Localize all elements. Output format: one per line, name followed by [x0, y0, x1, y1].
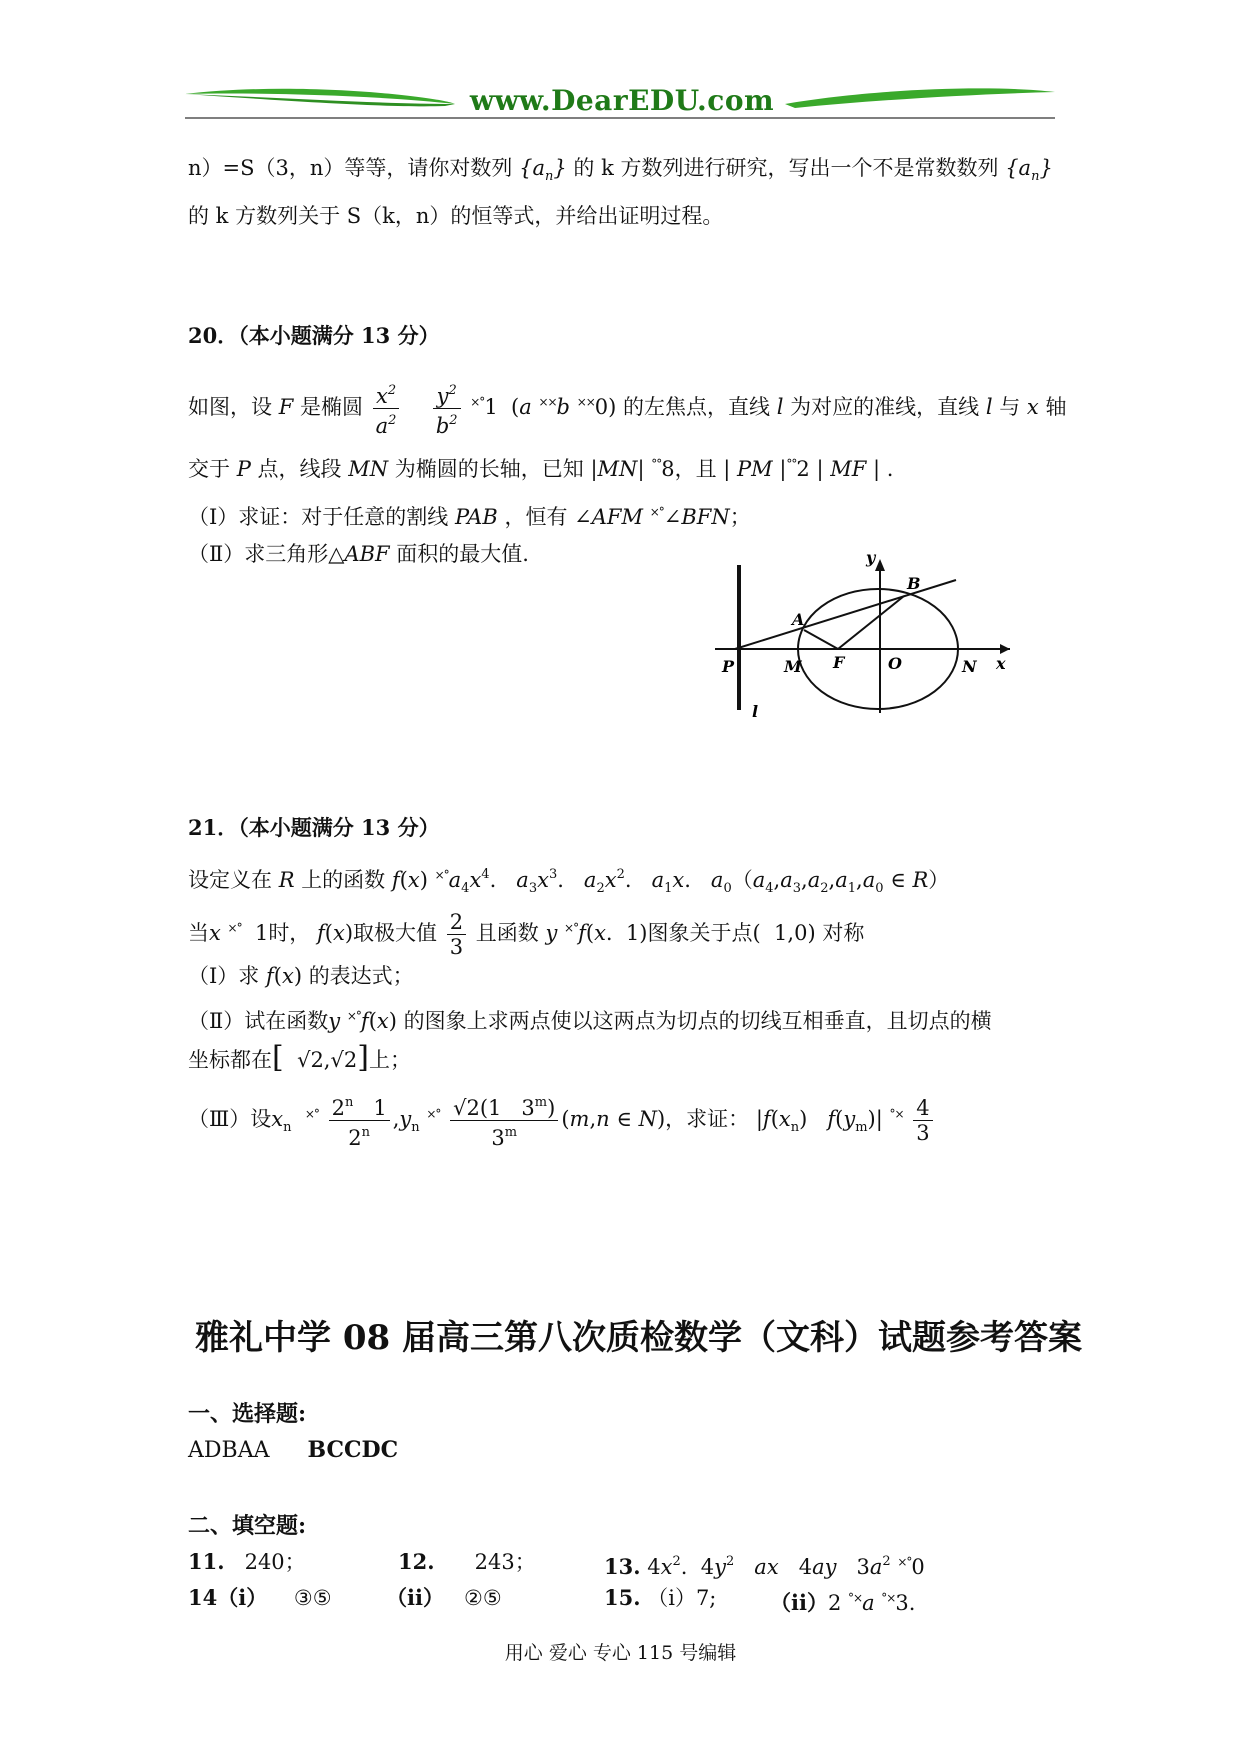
fraction-yn: $\frac{√2(1 3^m)}{3^m}$: [450, 1091, 558, 1150]
section1-answers: ADBAA BCCDC: [188, 1437, 399, 1463]
section2-heading: 二、填空题:: [188, 1513, 307, 1539]
fraction-2-3: $\frac{2}{3}$: [447, 910, 466, 959]
sequence-a-n: $\{a_n\}$: [1005, 156, 1053, 184]
p19-line2: 的 k 方数列关于 S（k，n）的恒等式，并给出证明过程。: [188, 204, 724, 228]
answers-title: 雅礼中学 08 届高三第八次质检数学（文科）试题参考答案: [195, 1318, 1082, 1358]
page-footer: 用心 爱心 专心 115 号编辑: [504, 1642, 737, 1664]
p21-line1: 设定义在 R 上的函数 f(x) $^{\times^\circ}a_4x^4$. $a_3x^3$. $a_2x^2$. $a_1x$. $a_0(a_4,a_3,a_2,a_1,a_0$ ∈ R）: [188, 867, 950, 896]
p19-line1: n）=S（3，n）等等，请你对数列 $\{a_n\}$ 的 k 方数列进行研究，写出一个不是常数数列 $\{a_n\}$: [188, 156, 1053, 184]
secant-line: [735, 580, 956, 649]
p21-heading: 21．（本小题满分 13 分）: [188, 815, 440, 840]
fraction-4-3: $\frac{4}{3}$: [913, 1096, 932, 1145]
label-O: O: [888, 654, 902, 673]
label-P: P: [722, 657, 735, 676]
answer-14-ii: （ii） ②⑤: [386, 1585, 502, 1610]
label-F: F: [833, 653, 845, 672]
label-l: l: [752, 702, 759, 721]
answer-13: 13. $4x^2$. $4y^2$ ax 4ay $3a^2$ ×°0: [604, 1554, 925, 1579]
answer-12: 12. 243；: [398, 1549, 536, 1574]
y-axis-arrow: [875, 559, 885, 571]
label-y: y: [866, 548, 876, 567]
p21-line2: 当x ×° 1时， f(x)取极大值 $\frac{2}{3}$ 且函数 y ×°f(x. 1)图象关于点( 1,0) 对称: [188, 910, 865, 959]
p21-question-1: （Ⅰ）求 f(x) 的表达式；: [188, 964, 414, 988]
p20-question-2: （Ⅱ）求三角形△ABF 面积的最大值.: [188, 542, 529, 566]
answer-14: 14（i） ③⑤: [188, 1585, 332, 1610]
label-A: A: [792, 610, 805, 629]
p21-question-2: （Ⅱ）试在函数y ×°f(x) 的图象上求两点使以这两点为切点的切线互相垂直，且切点的横: [188, 1009, 992, 1033]
ellipse-figure: [700, 545, 1020, 725]
section1-heading: 一、选择题:: [188, 1401, 307, 1427]
segment-FB: [838, 596, 904, 649]
segment-FA: [804, 630, 838, 649]
x-axis-arrow: [1000, 644, 1010, 654]
p20-heading: 20．（本小题满分 13 分）: [188, 323, 440, 348]
answer-row-1: 11. 240；: [188, 1549, 306, 1574]
answer-15: 15. （i）7;: [604, 1585, 717, 1610]
label-M: M: [784, 657, 802, 676]
fraction-x2-a2: $\frac{x^2}{a^2}$: [373, 379, 400, 438]
header-banner: [185, 84, 1055, 124]
label-x: x: [996, 654, 1006, 673]
p20-line1: 如图，设 F 是椭圆 $\frac{x^2}{a^2}$ $\frac{y^2}{b^2}$ ×°1 (a ××b ××0) 的左焦点，直线 l 为对应的准线，直线 l 与 x 轴: [188, 372, 1066, 438]
label-N: N: [962, 657, 977, 676]
site-logo-text: www.DearEDU.com: [469, 84, 775, 117]
p21-question-2-cont: 坐标都在[ √2,√2]上；: [188, 1040, 411, 1075]
fraction-y2-b2: $\frac{y^2}{b^2}$: [433, 379, 461, 438]
p21-question-3: （Ⅲ）设$x_n$ ×° $\frac{2^n 1}{2^n}$ $,y_n$ ×° $\frac{√2(1 3^m)}{3^m}$ (m,n ∈ N)，求证： $|f(x_n)$ $f(y_m)|$ °× $\frac{4}{3}$: [188, 1082, 936, 1160]
label-B: B: [907, 574, 921, 593]
p20-line2: 交于 P 点，线段 MN 为椭圆的长轴，已知 |MN| °°8，且 | PM |°°2 | MF | .: [188, 457, 894, 481]
fraction-xn: $\frac{2^n 1}{2^n}$: [329, 1091, 390, 1150]
answer-15-ii: （ii）2 °×a °×3.: [770, 1590, 916, 1615]
sequence-a-n: $\{a_n\}$: [519, 156, 567, 184]
p20-question-1: （Ⅰ）求证：对于任意的割线 PAB ，恒有 ∠AFM ×°∠BFN；: [188, 505, 751, 529]
